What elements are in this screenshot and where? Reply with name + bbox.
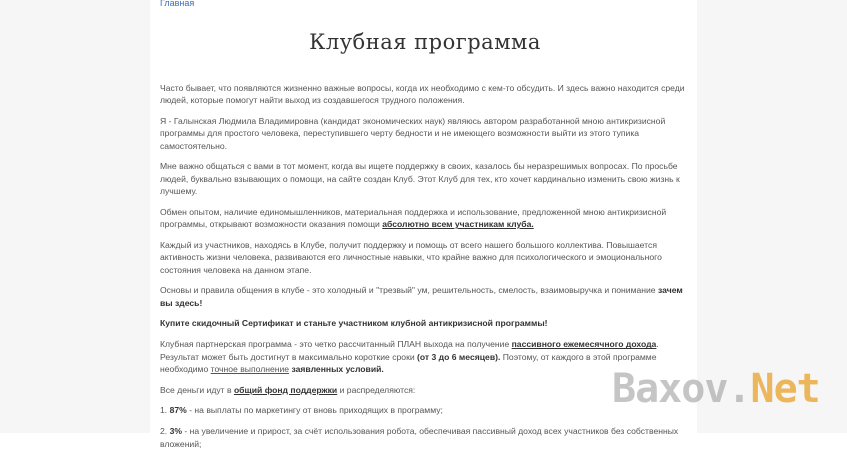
paragraph-rules: Основы и правила общения в клубе - это холодный и "трезвый" ум, решительность, смелость, взаимовыручка и понимание зачем вы здесь!	[160, 285, 683, 308]
emphasis-term: (от 3 до 6 месяцев).	[417, 351, 501, 362]
watermark-logo: Baxov.Net	[612, 366, 820, 412]
percent-87: 87%	[169, 405, 187, 416]
emphasis-all-members: абсолютно всем участникам клуба.	[382, 219, 534, 230]
emphasis-exact-execution: точное выполнение	[210, 363, 290, 374]
paragraph-intro: Часто бывает, что появляются жизненно важные вопросы, когда их необходимо с кем-то обсудить. И здесь важно находится среди людей, которые помогут найти выход из создавшегося трудного положения.	[160, 83, 685, 106]
paragraph-support: Каждый из участников, находясь в Клубе, получит поддержку и помощь от всего нашего большого коллектива. Повышается активность жизни человека, развиваются его личностные навыки, что крайне важно для психологического и эмоционального состояния человека на данном этапе.	[160, 239, 662, 275]
emphasis-passive-income: пассивного ежемесячного дохода	[511, 339, 657, 350]
article-body	[160, 82, 688, 458]
list-item-2: 2. 3% - на увеличение и прирост, за счёт использования робота, обеспечивая пассивный доход всех участников без собственных вложений;	[160, 426, 679, 449]
emphasis-support-fund: общий фонд поддержки	[233, 384, 338, 395]
page-title: Клубная программа	[309, 30, 541, 54]
paragraph-author: Я - Галынская Людмила Владимировна (кандидат экономических наук) являюсь автором разработанной мною антикризисной программы для простого человека, переступившего черту бедности и не имеющего возможности выйти из этого тупика самостоятельно.	[160, 116, 666, 151]
paragraph-funds: Все деньги идут в общий фонд поддержки и распределяются:	[160, 384, 416, 395]
paragraph-call-to-action: Купите скидочный Сертификат и станьте участником клубной антикризисной программы!	[160, 318, 548, 329]
paragraph-partner-program: Клубная партнерская программа - это четко рассчитанный ПЛАН выхода на получение пассивного ежемесячного дохода. Результат может быть достигнут в максимально короткие сроки (от 3 до 6 месяцев). Поэтому, от каждого в этой программе необходимо точное выполнение заявленных условий.	[160, 339, 659, 374]
paragraph-club: Мне важно общаться с вами в тот момент, когда вы ищете поддержку в своих, казалось бы неразрешимых вопросах. По просьбе людей, буквально взывающих о помощи, на сайте создан Клуб. Этот Клуб для тех, кто хочет кардинально изменить свою жизнь к лучшему.	[160, 161, 680, 197]
emphasis-why-here: зачем вы здесь!	[160, 285, 683, 308]
left-margin	[0, 0, 150, 433]
breadcrumb-home-link[interactable]: Главная	[160, 0, 195, 8]
percent-3: 3%	[169, 426, 182, 437]
list-item-1: 1. 87% - на выплаты по маркетингу от вновь приходящих в программу;	[160, 405, 443, 416]
paragraph-exchange: Обмен опытом, наличие единомышленников, материальная поддержка и использование, предложенной мною антикризисной программы, открывают возможности оказания помощи абсолютно всем участникам клуба.	[160, 206, 667, 230]
emphasis-conditions: заявленных условий.	[291, 363, 384, 374]
